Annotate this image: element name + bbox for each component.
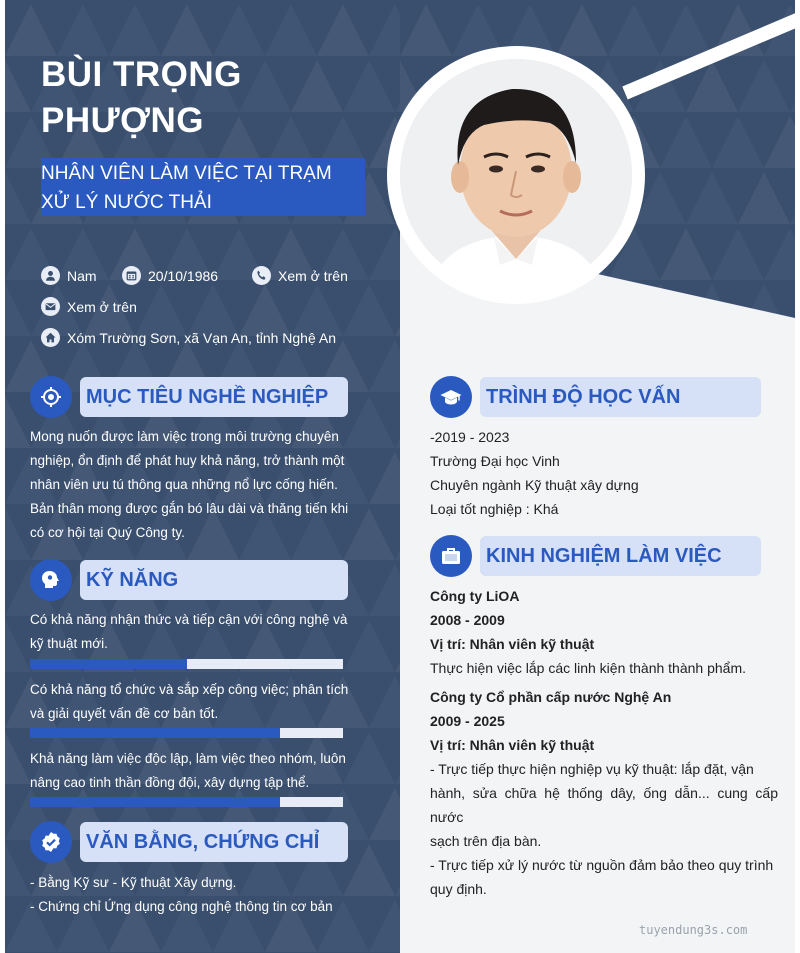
name-line-2: PHƯỢNG: [41, 101, 205, 140]
section-certificates-header: [30, 822, 348, 862]
objective-line: nhân viên ưu tú thông qua những nổ lực cống hiến.: [30, 477, 338, 492]
education-line: Loại tốt nghiệp : Khá: [430, 501, 559, 517]
job-2: [430, 685, 778, 901]
job-1: [430, 584, 775, 680]
skill-line: kỹ thuật mới.: [30, 636, 108, 651]
objective-line: Bản thân mong được gắn bó lâu dài và thăng tiến khi: [30, 501, 349, 516]
section-education-header: [430, 377, 761, 417]
skill-3-level-bar: [30, 797, 343, 807]
info-birthday: [122, 266, 218, 285]
job-company: Công ty LiOA: [430, 588, 520, 604]
birthday-text: 20/10/1986: [148, 267, 219, 284]
certificate-badge-icon: [30, 821, 72, 863]
education-line: Trường Đại học Vinh: [430, 453, 560, 469]
cv-page: [5, 0, 795, 953]
objective-line: nghiệp, ổn định để phát huy khả năng, trở thành một: [30, 453, 345, 468]
education-details: [430, 425, 775, 521]
section-education-title: TRÌNH ĐỘ HỌC VẤN: [486, 386, 681, 408]
certificate-item: - Chứng chỉ Ứng dụng công nghệ thông tin cơ bản: [30, 899, 333, 914]
section-certificates-title: VĂN BẰNG, CHỨNG CHỈ: [86, 831, 320, 853]
objective-line: Mong nuốn được làm việc trong môi trường chuyên: [30, 429, 339, 444]
phone-icon: [252, 266, 271, 285]
graduation-cap-icon: [430, 376, 472, 418]
skill-2-level-bar: [30, 728, 343, 738]
job-company: Công ty Cổ phần cấp nước Nghệ An: [430, 689, 672, 705]
section-objective-header: [30, 377, 348, 417]
skill-level-fill: [30, 728, 280, 738]
brain-head-icon: [30, 559, 72, 601]
email-icon: [41, 297, 60, 316]
job-description-line: sạch trên địa bàn.: [430, 833, 542, 849]
objective-line: có cơ hội tại Quý Công ty.: [30, 525, 185, 540]
objective-text: [30, 425, 370, 545]
briefcase-icon: [430, 535, 472, 577]
skill-line: nâng cao tinh thần đồng đội, xây dựng tập thể.: [30, 775, 310, 790]
job-title: [41, 158, 365, 216]
candidate-name: [41, 52, 371, 144]
target-icon: [30, 376, 72, 418]
job-description-line: - Trực tiếp xử lý nước từ nguồn đảm bảo theo quy trình: [430, 857, 774, 873]
section-experience-title: KINH NGHIỆM LÀM VIỆC: [486, 545, 722, 567]
home-icon: [41, 328, 60, 347]
skill-level-fill: [30, 659, 187, 669]
job-position: Vị trí: Nhân viên kỹ thuật: [430, 636, 595, 652]
skill-line: và giải quyết vấn đề cơ bản tốt.: [30, 706, 219, 721]
education-line: Chuyên ngành Kỹ thuật xây dựng: [430, 477, 639, 493]
user-icon: [41, 266, 60, 285]
skill-1-level-bar: [30, 659, 343, 669]
section-experience-header: [430, 536, 761, 576]
skill-1-text: [30, 608, 370, 656]
skill-level-fill: [30, 797, 280, 807]
email-text: Xem ở trên: [67, 298, 137, 315]
job-description-line: - Trực tiếp thực hiện nghiệp vụ kỹ thuật: lắp đặt, vận: [430, 761, 754, 777]
profile-photo: [400, 59, 632, 291]
info-email: [41, 297, 137, 316]
calendar-icon: [122, 266, 141, 285]
job-period: 2008 - 2009: [430, 612, 505, 628]
info-address: [41, 328, 336, 347]
section-objective-title: MỤC TIÊU NGHỀ NGHIỆP: [86, 386, 329, 408]
gender-text: Nam: [67, 267, 97, 284]
skill-3-text: [30, 747, 370, 795]
job-description-line: quy định.: [430, 881, 487, 897]
section-skills-header: [30, 560, 348, 600]
phone-text: Xem ở trên: [278, 267, 348, 284]
job-title-line-1: NHÂN VIÊN LÀM VIỆC TẠI TRẠM: [41, 163, 332, 184]
job-title-line-2: XỬ LÝ NƯỚC THẢI: [41, 192, 212, 213]
info-phone: [252, 266, 348, 285]
info-gender: [41, 266, 97, 285]
job-description-line: Thực hiện việc lắp các linh kiện thành thành phẩm.: [430, 660, 747, 676]
certificate-item: - Bằng Kỹ sư - Kỹ thuật Xây dựng.: [30, 875, 237, 890]
skill-line: Khả năng làm việc độc lập, làm việc theo nhóm, luôn: [30, 751, 346, 766]
certificates-list: [30, 871, 375, 919]
job-description-line: hành, sửa chữa hệ thống dây, ống dẫn... cung cấp nước: [430, 785, 778, 825]
education-line: -2019 - 2023: [430, 429, 510, 445]
skill-2-text: [30, 678, 370, 726]
watermark: tuyendung3s.com: [639, 923, 748, 937]
address-text: Xóm Trường Sơn, xã Vạn An, tỉnh Nghệ An: [67, 329, 336, 346]
job-position: Vị trí: Nhân viên kỹ thuật: [430, 737, 595, 753]
skill-line: Có khả năng nhận thức và tiếp cận với công nghệ và: [30, 612, 348, 627]
skill-line: Có khả năng tổ chức và sắp xếp công việc; phân tích: [30, 682, 349, 697]
name-line-1: BÙI TRỌNG: [41, 55, 242, 94]
job-period: 2009 - 2025: [430, 713, 505, 729]
section-skills-title: KỸ NĂNG: [86, 569, 179, 591]
